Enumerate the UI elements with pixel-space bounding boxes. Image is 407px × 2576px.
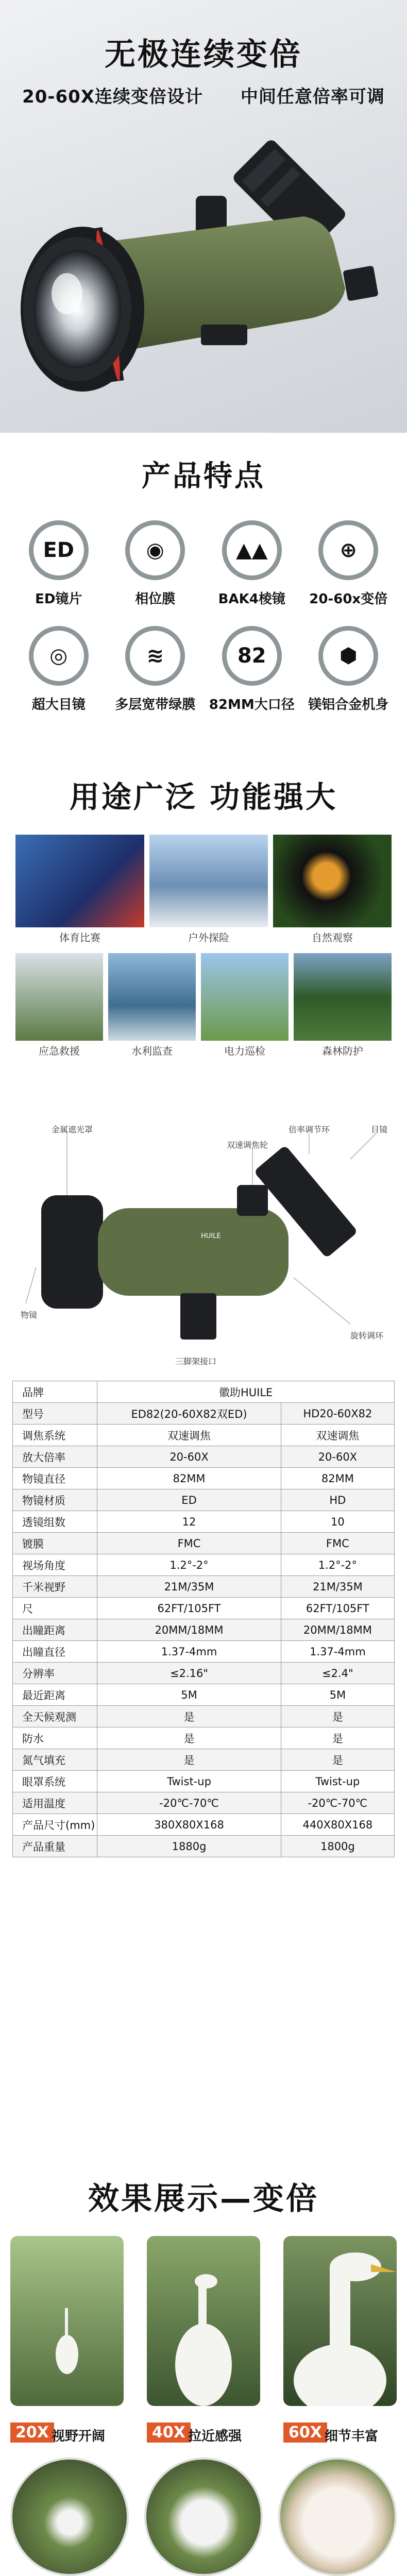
use-caption: 应急救援 bbox=[39, 1045, 80, 1057]
spec-value: 双速调焦 bbox=[281, 1425, 394, 1446]
spotting-scope-image bbox=[15, 118, 397, 422]
spec-value: -20℃-70℃ bbox=[281, 1792, 394, 1814]
feature-item bbox=[204, 626, 300, 713]
spec-row bbox=[13, 1727, 395, 1749]
alloy-body-icon: ⬢ bbox=[318, 626, 378, 686]
spec-key: 适用温度 bbox=[13, 1792, 97, 1814]
spec-value: 1800g bbox=[281, 1836, 394, 1857]
feature-item bbox=[107, 626, 204, 713]
spec-value: ≤2.4" bbox=[281, 1663, 394, 1684]
spec-key: 最近距离 bbox=[13, 1684, 97, 1706]
spec-row bbox=[13, 1598, 395, 1619]
spec-value: 82MM bbox=[281, 1468, 394, 1489]
rescue-photo bbox=[15, 953, 103, 1041]
spec-value: 徽助HUILE bbox=[97, 1381, 395, 1403]
zoom-badge: 60X bbox=[283, 2422, 327, 2443]
spec-row bbox=[13, 1771, 395, 1792]
spec-key: 型号 bbox=[13, 1403, 97, 1425]
spec-value: 双速调焦 bbox=[97, 1425, 281, 1446]
hero-subtitle-left: 20-60X连续变倍设计 bbox=[22, 87, 204, 107]
spec-table-section bbox=[0, 1381, 407, 2169]
spec-row bbox=[13, 1381, 395, 1403]
spec-value: HD bbox=[281, 1489, 394, 1511]
big-eyepiece-icon: ◎ bbox=[29, 626, 89, 686]
spec-key: 放大倍率 bbox=[13, 1446, 97, 1468]
spec-value: 380X80X168 bbox=[97, 1814, 281, 1836]
feature-item bbox=[300, 520, 397, 607]
eye-icon: ◉ bbox=[125, 520, 185, 580]
spec-row bbox=[13, 1836, 395, 1857]
zoom-desc: 视野开阔 bbox=[52, 2429, 106, 2444]
callout-eyepiece: 目镜 bbox=[371, 1125, 388, 1134]
spec-row bbox=[13, 1446, 395, 1468]
spec-value: FMC bbox=[97, 1533, 281, 1554]
spec-value: 是 bbox=[281, 1749, 394, 1771]
spec-value: 是 bbox=[97, 1706, 281, 1727]
spec-key: 出瞳距离 bbox=[13, 1619, 97, 1641]
spec-value: 12 bbox=[97, 1511, 281, 1533]
spec-key: 尺 bbox=[13, 1598, 97, 1619]
spec-value: 20-60X bbox=[97, 1446, 281, 1468]
spec-value: HD20-60X82 bbox=[281, 1403, 394, 1425]
aperture-icon: 82 bbox=[222, 626, 282, 686]
spec-row bbox=[13, 1749, 395, 1771]
hero-subtitle-right: 中间任意倍率可调 bbox=[240, 87, 385, 107]
spec-key: 产品重量 bbox=[13, 1836, 97, 1857]
spec-key: 物镜直径 bbox=[13, 1468, 97, 1489]
spec-key: 产品尺寸(mm) bbox=[13, 1814, 97, 1836]
feature-label: 超大目镜 bbox=[31, 697, 86, 713]
feature-label: 相位膜 bbox=[135, 591, 176, 607]
callout-objective: 物镜 bbox=[21, 1310, 38, 1320]
ed-lens-icon: ED bbox=[29, 520, 89, 580]
spec-row bbox=[13, 1576, 395, 1598]
forest-photo bbox=[294, 953, 392, 1041]
spec-value: 是 bbox=[97, 1749, 281, 1771]
zoom-desc: 拉近感强 bbox=[188, 2429, 242, 2444]
features-grid bbox=[10, 520, 397, 713]
zoom-magnifier-icon: ⊕ bbox=[318, 520, 378, 580]
zoom-badge: 40X bbox=[147, 2422, 191, 2443]
callout-focus-wheel: 双速调焦轮 bbox=[227, 1140, 268, 1150]
sports-photo bbox=[15, 835, 144, 927]
spec-row bbox=[13, 1663, 395, 1684]
prism-icon: ▲▲ bbox=[222, 520, 282, 580]
spec-key: 防水 bbox=[13, 1727, 97, 1749]
egret-overlay bbox=[10, 2236, 397, 2406]
spec-table bbox=[12, 1381, 395, 1857]
hero-subtitle bbox=[0, 82, 407, 108]
spec-value: 20MM/18MM bbox=[97, 1619, 281, 1641]
rabbit-40x-image bbox=[144, 2458, 263, 2576]
feature-label: ED镜片 bbox=[35, 591, 82, 607]
feature-item bbox=[10, 626, 107, 713]
feature-item bbox=[300, 626, 397, 713]
spec-table-body bbox=[13, 1381, 395, 1857]
use-caption: 户外探险 bbox=[188, 931, 229, 944]
spec-row bbox=[13, 1814, 395, 1836]
spec-row bbox=[13, 1425, 395, 1446]
spec-row bbox=[13, 1554, 395, 1576]
brand-mark: HUILE bbox=[201, 1232, 221, 1240]
spec-value: 是 bbox=[281, 1727, 394, 1749]
spec-value: 1.2°-2° bbox=[281, 1554, 394, 1576]
callout-rotating-ring: 旋转调环 bbox=[350, 1331, 384, 1341]
spec-value: 1880g bbox=[97, 1836, 281, 1857]
uses-title: 用途广泛 功能强大 bbox=[69, 779, 338, 815]
feature-item bbox=[10, 520, 107, 607]
zoom-badge: 20X bbox=[10, 2422, 54, 2443]
spec-value: -20℃-70℃ bbox=[97, 1792, 281, 1814]
use-caption: 自然观察 bbox=[312, 931, 353, 944]
callout-zoom-ring: 倍率调节环 bbox=[289, 1125, 330, 1134]
spec-value: 21M/35M bbox=[97, 1576, 281, 1598]
use-caption: 水利监查 bbox=[131, 1045, 173, 1057]
spec-value: FMC bbox=[281, 1533, 394, 1554]
features-title: 产品特点 bbox=[142, 460, 265, 493]
parts-diagram-section bbox=[0, 1103, 407, 1381]
spec-key: 品牌 bbox=[13, 1381, 97, 1403]
feature-label: 镁铝合金机身 bbox=[308, 697, 389, 713]
spec-value: 62FT/105FT bbox=[281, 1598, 394, 1619]
spec-value: 5M bbox=[281, 1684, 394, 1706]
feature-label: 多层宽带绿膜 bbox=[115, 697, 196, 713]
spec-value: 10 bbox=[281, 1511, 394, 1533]
feature-label: 82MM大口径 bbox=[209, 697, 295, 713]
nature-photo bbox=[273, 835, 392, 927]
spec-key: 物镜材质 bbox=[13, 1489, 97, 1511]
spec-row bbox=[13, 1468, 395, 1489]
spec-value: ≤2.16" bbox=[97, 1663, 281, 1684]
spec-value: 1.37-4mm bbox=[281, 1641, 394, 1663]
hero-title: 无极连续变倍 bbox=[105, 37, 302, 73]
spec-row bbox=[13, 1641, 395, 1663]
spec-value: Twist-up bbox=[97, 1771, 281, 1792]
spec-value: 440X80X168 bbox=[281, 1814, 394, 1836]
coating-layers-icon: ≋ bbox=[125, 626, 185, 686]
zoom-desc: 细节丰富 bbox=[325, 2429, 379, 2444]
uses-section bbox=[0, 773, 407, 1103]
spec-value: ED bbox=[97, 1489, 281, 1511]
spec-key: 分辨率 bbox=[13, 1663, 97, 1684]
hero-section bbox=[0, 0, 407, 433]
spec-value: 是 bbox=[281, 1706, 394, 1727]
spec-key: 氮气填充 bbox=[13, 1749, 97, 1771]
spec-value: 1.2°-2° bbox=[97, 1554, 281, 1576]
outdoor-photo bbox=[149, 835, 268, 927]
spec-key: 镀膜 bbox=[13, 1533, 97, 1554]
spec-row bbox=[13, 1533, 395, 1554]
spec-key: 眼罩系统 bbox=[13, 1771, 97, 1792]
spec-key: 出瞳直径 bbox=[13, 1641, 97, 1663]
spec-value: 1.37-4mm bbox=[97, 1641, 281, 1663]
power-photo bbox=[201, 953, 289, 1041]
spec-key: 千米视野 bbox=[13, 1576, 97, 1598]
spec-value: 20MM/18MM bbox=[281, 1619, 394, 1641]
use-caption: 体育比赛 bbox=[59, 931, 100, 944]
feature-item bbox=[107, 520, 204, 607]
spec-key: 全天候观测 bbox=[13, 1706, 97, 1727]
feature-item bbox=[204, 520, 300, 607]
spec-key: 视场角度 bbox=[13, 1554, 97, 1576]
spec-value: Twist-up bbox=[281, 1771, 394, 1792]
features-section bbox=[0, 433, 407, 773]
feature-label: 20-60x变倍 bbox=[309, 591, 388, 607]
callout-tripod-mount: 三脚架接口 bbox=[175, 1357, 217, 1366]
feature-label: BAK4棱镜 bbox=[218, 591, 285, 607]
rabbit-60x-image bbox=[278, 2458, 397, 2576]
spec-row bbox=[13, 1619, 395, 1641]
use-caption: 电力巡检 bbox=[224, 1045, 265, 1057]
spec-value: 82MM bbox=[97, 1468, 281, 1489]
spec-key: 调焦系统 bbox=[13, 1425, 97, 1446]
spec-value: ED82(20-60X82双ED) bbox=[97, 1403, 281, 1425]
water-photo bbox=[108, 953, 196, 1041]
parts-diagram-image bbox=[21, 1123, 392, 1340]
spec-value: 62FT/105FT bbox=[97, 1598, 281, 1619]
rabbit-20x-image bbox=[10, 2458, 129, 2576]
spec-value: 21M/35M bbox=[281, 1576, 394, 1598]
spec-value: 20-60X bbox=[281, 1446, 394, 1468]
spec-row bbox=[13, 1706, 395, 1727]
spec-value: 5M bbox=[97, 1684, 281, 1706]
spec-row bbox=[13, 1792, 395, 1814]
spec-value: 是 bbox=[97, 1727, 281, 1749]
spec-row bbox=[13, 1511, 395, 1533]
spec-row bbox=[13, 1684, 395, 1706]
spec-row bbox=[13, 1403, 395, 1425]
spec-key: 透镜组数 bbox=[13, 1511, 97, 1533]
spec-row bbox=[13, 1489, 395, 1511]
use-caption: 森林防护 bbox=[322, 1045, 363, 1057]
zoom-title: 效果展示—变倍 bbox=[88, 2181, 319, 2217]
callout-hood: 金属遮光罩 bbox=[52, 1125, 93, 1134]
zoom-effect-section bbox=[0, 2169, 407, 2576]
